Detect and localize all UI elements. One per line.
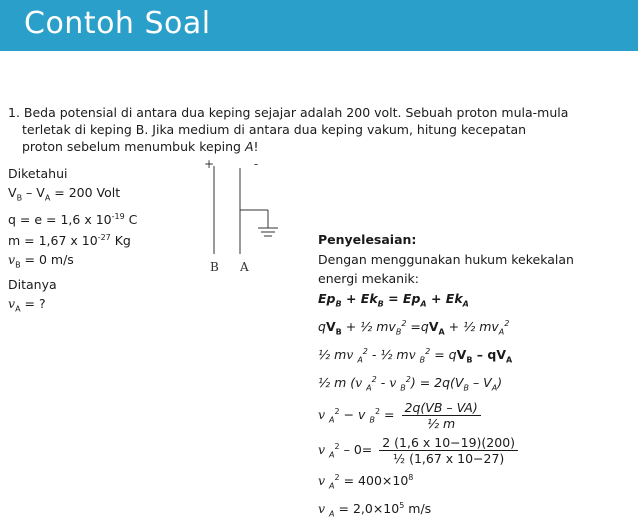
given-mass: m = 1,67 x $10^{-27}$ Kg — [8, 233, 131, 249]
problem-line-2: terletak di keping B. Jika medium di antara dua keping vakum, hitung kecepatan — [22, 122, 527, 137]
asked-va: $v_A$ = ? — [8, 295, 46, 313]
solution-section — [318, 230, 574, 524]
solution-eq-1: $Ep_B + Ek_B = Ep_A + Ek_A$ — [318, 290, 469, 308]
given-charge: q = e = 1,6 x $10^{-19}$ C — [8, 211, 138, 227]
fraction-2: $\frac{2 (1,6 x 10-19)(200)}{\text{½ (1,67 x 10−27)}}$ — [379, 435, 518, 466]
slide-title: Contoh Soal — [24, 6, 211, 41]
solution-intro-1: Dengan menggunakan hukum kekekalan — [318, 251, 574, 267]
fraction-1: $\frac{2q(VB - VA)}{\text{½ m}}$ — [402, 400, 481, 431]
solution-eq-4: ½ m (v $_A^2$ - v $_B^2) = 2q(V_B - V_A)$ — [318, 374, 503, 393]
given-heading: Diketahui — [8, 166, 68, 181]
solution-heading: Penyelesaian: — [318, 232, 417, 247]
given-section — [8, 165, 137, 275]
problem-line-3: proton sebelum menumbuk keping A! — [22, 139, 259, 154]
problem-statement — [8, 104, 608, 155]
solution-eq-7: v $_A^2 = 400\times 10^8$ — [318, 472, 414, 491]
solution-eq-2: $qV_B$ + ½ $mv_B^2 =qV_A$ + ½ $mv_A^2$ — [318, 318, 510, 337]
label-b: B — [210, 260, 219, 274]
solution-eq-8: v $_A = 2,0\times 10^5$ m/s — [318, 501, 432, 519]
given-vb: $v_B = 0$ m/s — [8, 251, 74, 270]
title-bar — [0, 0, 638, 51]
parallel-plates-diagram — [198, 156, 288, 276]
solution-intro-2: energi mekanik: — [318, 271, 419, 286]
problem-line-1: 1. Beda potensial di antara dua keping sejajar adalah 200 volt. Sebuah proton mula-mula — [8, 105, 569, 120]
minus-sign: - — [254, 157, 259, 171]
given-potential: $V_B - V_A = 200$ Volt — [8, 184, 121, 202]
plus-sign: + — [204, 157, 215, 171]
solution-eq-6: v $_A^2$ – 0= $\frac{2 (1,6 x 10-19)(200)}{\text{½ (1,67 x 10−27)}}$ — [318, 435, 574, 466]
solution-eq-3: ½ mv $_A^2$ - ½ mv $_B^2 = qV_B - qV_A$ — [318, 346, 513, 365]
asked-section — [8, 276, 57, 319]
asked-heading: Ditanya — [8, 277, 57, 292]
label-a: A — [240, 260, 249, 274]
solution-eq-5: v $_A^2$ − v $_B^2$ = $\frac{2q(VB - VA)}{\text{½ m}}$ — [318, 400, 574, 431]
